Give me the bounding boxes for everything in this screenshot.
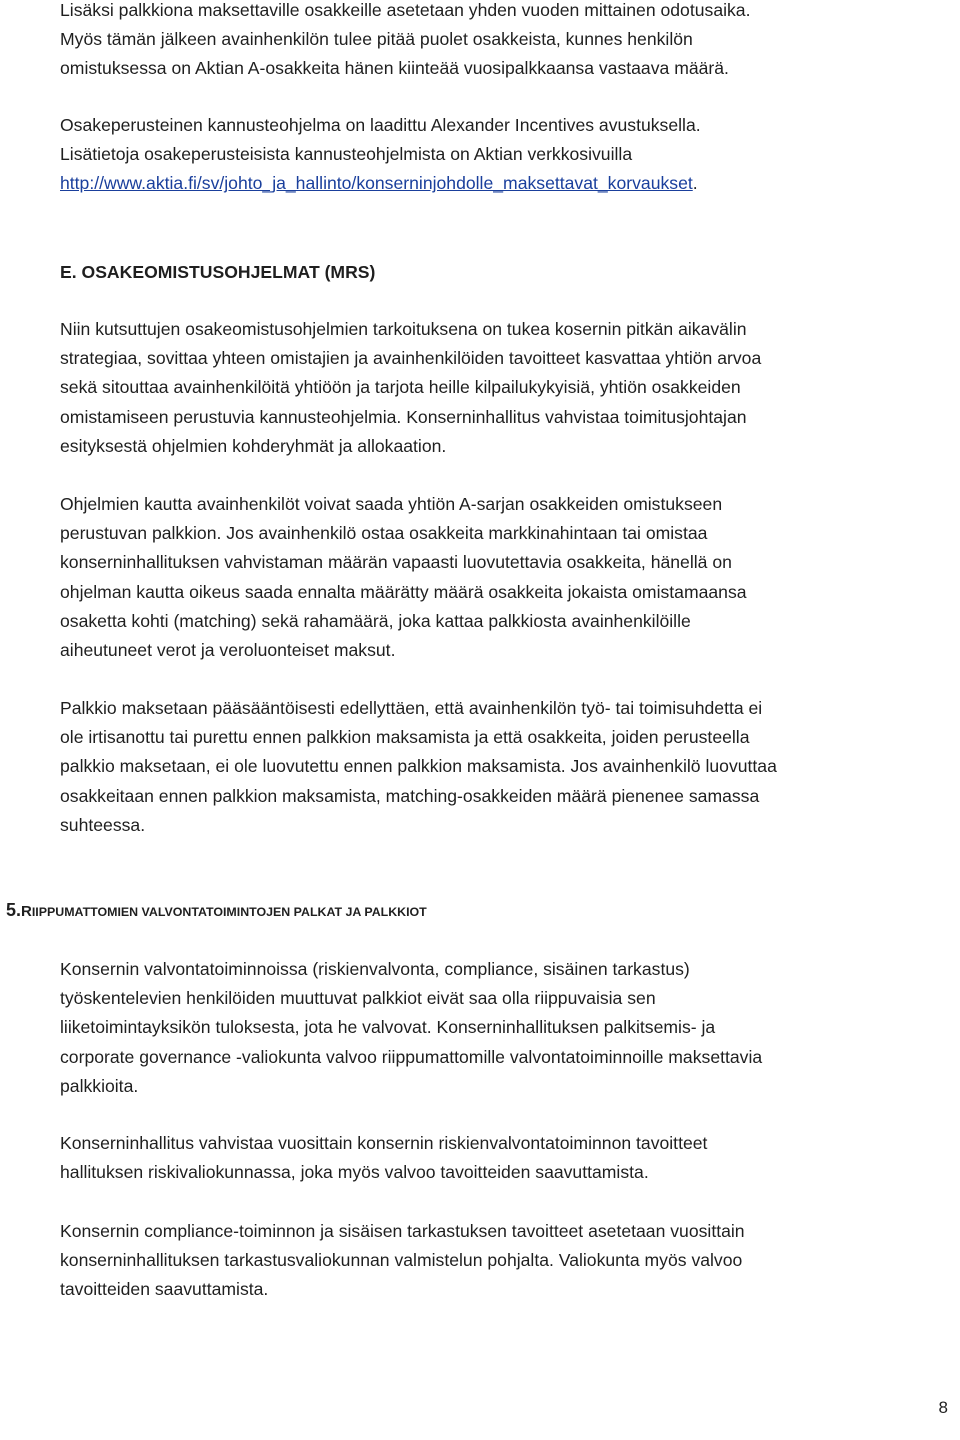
text-line: corporate governance -valiokunta valvoo riippumattomille valvontatoiminnoille maksettavia xyxy=(60,1046,763,1067)
text-line: osakkeitaan ennen palkkion maksamista, matching-osakkeiden määrä pienenee samassa xyxy=(60,785,760,806)
intro-paragraph-2 xyxy=(60,111,950,199)
text-line: Osakeperusteinen kannusteohjelma on laadittu Alexander Incentives avustuksella. xyxy=(60,115,701,135)
text-line: työskentelevien henkilöiden muuttuvat palkkiot eivät saa olla riippuvaisia sen xyxy=(60,988,656,1009)
text-line: aiheutuneet verot ja veroluonteiset maksut. xyxy=(60,640,396,661)
text-line: Konserninhallitus vahvistaa vuosittain konsernin riskienvalvontatoiminnon tavoitteet xyxy=(60,1133,708,1153)
text-line: ohjelman kautta oikeus saada ennalta määrätty määrä osakkeita jokaista omistamaansa xyxy=(60,581,747,602)
text-line: omistuksessa on Aktian A-osakkeita hänen kiinteää vuosipalkkaansa vastaava määrä. xyxy=(60,58,729,79)
aktia-website-link[interactable]: http://www.aktia.fi/sv/johto_ja_hallinto/konserninjohdolle_maksettavat_korvaukset xyxy=(60,173,693,194)
text-line: osaketta kohti (matching) sekä rahamäärä, joka kattaa palkkiosta avainhenkilöille xyxy=(60,610,691,631)
text-line: Niin kutsuttujen osakeomistusohjelmien tarkoituksena on tukea kosernin pitkän aikavälin xyxy=(60,319,747,339)
text-line: perustuvan palkkion. Jos avainhenkilö ostaa osakkeita markkinahintaan tai omistaa xyxy=(60,523,708,544)
text-line: Lisäksi palkkiona maksettaville osakkeille asetetaan yhden vuoden mittainen odotusaika. xyxy=(60,0,751,20)
text-line: sekä sitouttaa avainhenkilöitä yhtiöön ja tarjota heille kilpailukykyisiä, yhtiön osakkeiden xyxy=(60,377,741,398)
text-line: Lisätietoja osakeperusteisista kannusteohjelmista on Aktian verkkosivuilla xyxy=(60,144,633,165)
text-line: hallituksen riskivaliokunnassa, joka myös valvoo tavoitteiden saavuttamista. xyxy=(60,1162,649,1183)
text-line: ole irtisanottu tai purettu ennen palkkion maksamista ja että osakkeita, joiden perusteella xyxy=(60,727,750,748)
section-5-heading xyxy=(6,900,896,921)
heading-rest: IIPPUMATTOMIEN VALVONTATOIMINTOJEN PALKAT JA PALKKIOT xyxy=(31,905,427,919)
section-number: 5. xyxy=(6,900,22,920)
text-line: konserninhallituksen tarkastusvaliokunnan valmistelun pohjalta. Valiokunta myös valvoo xyxy=(60,1250,743,1271)
text-line: omistamiseen perustuvia kannusteohjelmia. Konserninhallitus vahvistaa toimitusjohtajan xyxy=(60,406,747,427)
text-line: Palkkio maksetaan pääsääntöisesti edellyttäen, että avainhenkilön työ- tai toimisuhdetta ei xyxy=(60,698,763,718)
text-line: strategiaa, sovittaa yhteen omistajien ja avainhenkilöiden tavoitteet kasvattaa yhtiön arvoa xyxy=(60,348,762,369)
link-trailing-period: . xyxy=(692,173,698,194)
text-line: Konsernin compliance-toiminnon ja sisäisen tarkastuksen tavoitteet asetetaan vuosittain xyxy=(60,1221,745,1241)
text-line: konserninhallituksen vahvistaman määrän vapaasti luovutettavia osakkeita, hänellä on xyxy=(60,552,732,573)
text-line: Myös tämän jälkeen avainhenkilön tulee pitää puolet osakkeista, kunnes henkilön xyxy=(60,29,693,50)
section-5-paragraph-2 xyxy=(60,1129,950,1187)
text-line: esityksestä ohjelmien kohderyhmät ja allokaation. xyxy=(60,435,447,456)
text-line: suhteessa. xyxy=(60,814,146,835)
text-line: tavoitteiden saavuttamista. xyxy=(60,1279,269,1300)
section-e-paragraph-2 xyxy=(60,490,950,665)
text-line: palkkio maksetaan, ei ole luovutettu ennen palkkion maksamista. Jos avainhenkilö luovuttaa xyxy=(60,756,777,777)
section-e-paragraph-3 xyxy=(60,694,950,840)
section-5-paragraph-3 xyxy=(60,1217,950,1305)
text-line: Ohjelmien kautta avainhenkilöt voivat saada yhtiön A-sarjan osakkeiden omistukseen xyxy=(60,494,723,514)
heading-first-letter: R xyxy=(21,903,32,920)
text-line: Konsernin valvontatoiminnoissa (riskienvalvonta, compliance, sisäinen tarkastus) xyxy=(60,959,690,979)
text-line: liiketoimintayksikön tuloksesta, jota he valvovat. Konserninhallituksen palkitsemis- ja xyxy=(60,1017,716,1038)
text-line: palkkioita. xyxy=(60,1075,139,1096)
section-e-heading: E. OSAKEOMISTUSOHJELMAT (MRS) xyxy=(60,262,376,282)
text-line-with-link xyxy=(60,169,950,198)
section-5-paragraph-1 xyxy=(60,955,950,1101)
intro-paragraph-1 xyxy=(60,0,950,84)
section-e-paragraph-1 xyxy=(60,315,950,461)
page-number: 8 xyxy=(938,1398,948,1417)
